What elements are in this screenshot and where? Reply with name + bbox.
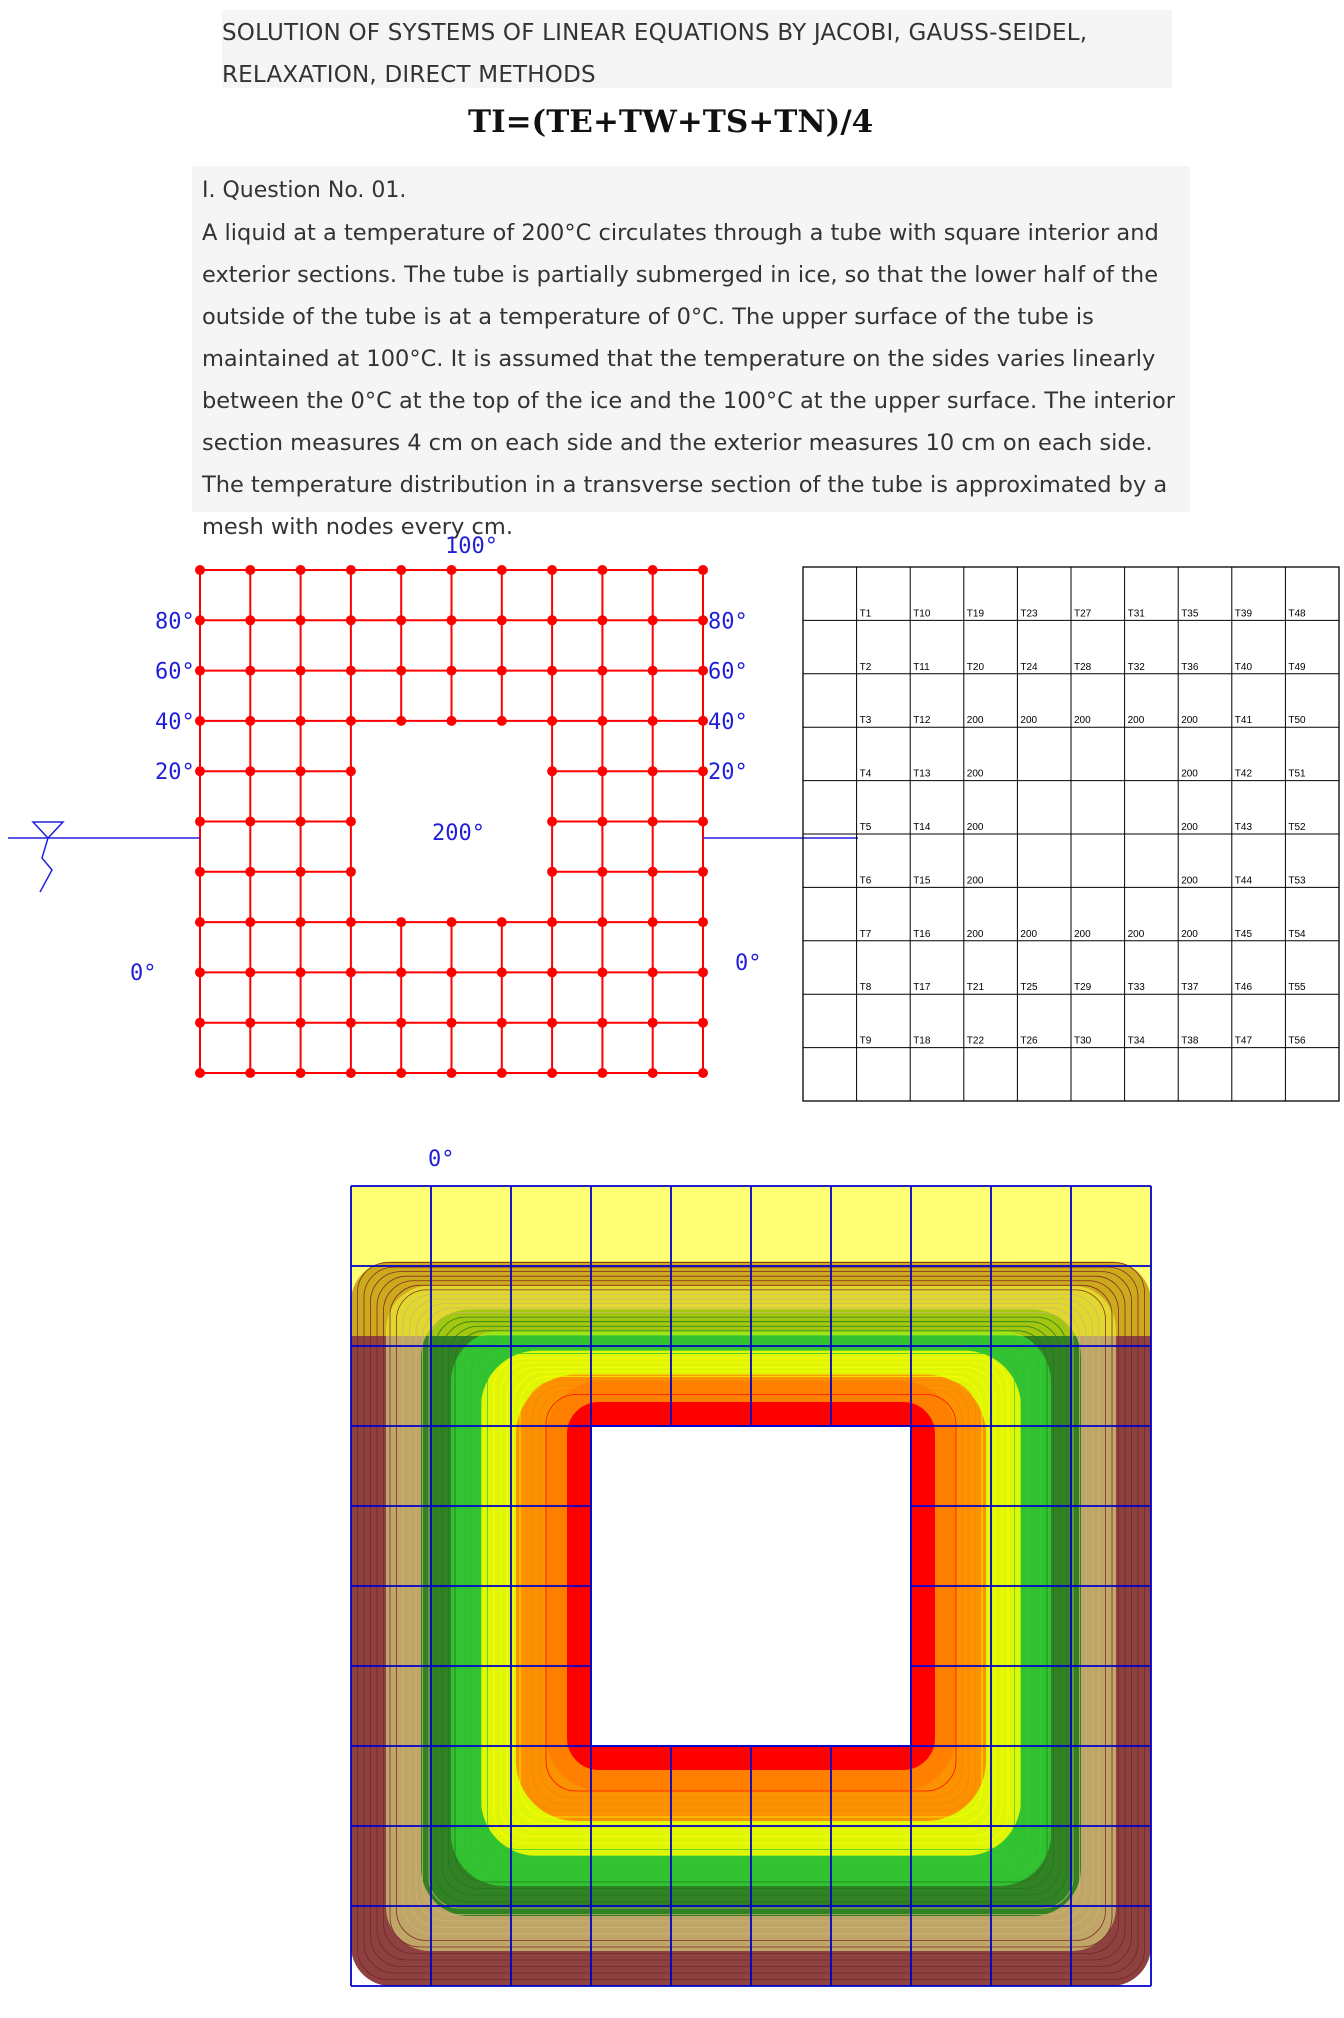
mesh-node	[296, 716, 306, 726]
table-cell: T5	[859, 822, 872, 833]
table-cell: 200	[966, 715, 984, 727]
mesh-node	[296, 817, 306, 827]
mesh-node	[245, 967, 255, 977]
mesh-node	[547, 817, 557, 827]
table-cell: T45	[1234, 928, 1253, 940]
mesh-node	[195, 1068, 205, 1078]
table-cell: T11	[913, 661, 930, 673]
table-cell: T53	[1288, 875, 1306, 887]
mesh-node	[396, 565, 406, 575]
left-boundary-label: 60°	[155, 659, 195, 685]
mesh-node	[245, 615, 255, 625]
table-cell: T15	[913, 875, 931, 887]
mesh-node	[195, 917, 205, 927]
right-boundary-label: 80°	[708, 609, 748, 635]
mesh-node	[497, 1018, 507, 1028]
table-cell: T16	[913, 928, 931, 940]
mesh-node	[648, 766, 658, 776]
table-cell: T54	[1288, 928, 1306, 940]
table-cell: T42	[1234, 768, 1253, 780]
mesh-node	[597, 817, 607, 827]
mesh-node	[396, 666, 406, 676]
mesh-node	[698, 766, 708, 776]
table-cell: 200	[1127, 715, 1145, 727]
mesh-node	[698, 817, 708, 827]
table-cell: T9	[859, 1035, 872, 1047]
node-table	[803, 567, 1339, 1101]
mesh-node	[497, 1068, 507, 1078]
left-boundary-label: 20°	[155, 760, 195, 786]
mesh-node	[547, 615, 557, 625]
mesh-node	[698, 716, 708, 726]
mesh-node	[346, 1018, 356, 1028]
mesh-node	[195, 565, 205, 575]
table-cell: T24	[1020, 661, 1038, 673]
mesh-node	[396, 1018, 406, 1028]
mesh-node	[296, 1068, 306, 1078]
table-cell: T7	[859, 928, 872, 940]
mesh-node	[698, 867, 708, 877]
mesh-node	[698, 967, 708, 977]
question-body: A liquid at a temperature of 200°C circulates through a tube with square interior and exterior sections. The tube is partially submerged in ice, so that the lower half of the outside of the tube is at a temperature of 0°C. The upper surface of the tube is maintained at 100°C. It is assumed that the temperature on the sides varies linearly between the 0°C at the top of the ice and the 100°C at the upper surface. The interior section measures 4 cm on each side and the exterior measures 10 cm on each side. The temperature distribution in a transverse section of the tube is approximated by a mesh with nodes every cm.	[202, 220, 1176, 540]
water-level-icon	[40, 838, 52, 892]
table-cell: T3	[859, 715, 872, 727]
mesh-node	[296, 867, 306, 877]
mesh-node	[698, 565, 708, 575]
table-cell: T34	[1127, 1035, 1145, 1047]
table-cell: T51	[1288, 768, 1306, 780]
top-boundary-label: 100°	[445, 534, 498, 559]
table-cell: T27	[1074, 608, 1092, 620]
table-cell: T33	[1127, 982, 1145, 994]
mesh-node	[195, 867, 205, 877]
mesh-node	[296, 967, 306, 977]
mesh-node	[346, 666, 356, 676]
mesh-node	[497, 666, 507, 676]
table-cell: T17	[913, 982, 931, 994]
mesh-node	[648, 1018, 658, 1028]
table-cell: 200	[1020, 715, 1038, 727]
mesh-node	[447, 615, 457, 625]
mesh-node	[597, 766, 607, 776]
boundary-mesh-figure	[8, 534, 858, 1172]
mesh-node	[245, 766, 255, 776]
mesh-node	[648, 615, 658, 625]
right-boundary-label: 20°	[708, 760, 748, 786]
mesh-node	[245, 867, 255, 877]
mesh-node	[296, 615, 306, 625]
table-cell: T50	[1288, 715, 1306, 727]
mesh-node	[597, 1068, 607, 1078]
mesh-node	[447, 1018, 457, 1028]
mesh-node	[547, 766, 557, 776]
table-cell: T28	[1074, 661, 1092, 673]
mesh-node	[245, 565, 255, 575]
mesh-node	[245, 917, 255, 927]
table-cell: T44	[1234, 875, 1253, 887]
table-cell: T49	[1288, 661, 1306, 673]
table-cell: T35	[1181, 608, 1199, 620]
table-cell: T48	[1288, 608, 1306, 620]
table-cell: T26	[1020, 1035, 1038, 1047]
mesh-node	[698, 1068, 708, 1078]
mesh-node	[547, 917, 557, 927]
mesh-node	[648, 716, 658, 726]
mesh-node	[648, 1068, 658, 1078]
mesh-node	[396, 716, 406, 726]
table-cell: 200	[1074, 715, 1091, 727]
mesh-node	[547, 1018, 557, 1028]
table-cell: 200	[1181, 822, 1198, 833]
mesh-node	[648, 666, 658, 676]
table-cell: 200	[966, 928, 984, 940]
table-cell: T18	[913, 1035, 931, 1047]
table-cell: T52	[1288, 822, 1306, 833]
mesh-node	[346, 967, 356, 977]
mesh-node	[195, 967, 205, 977]
mesh-node	[698, 1018, 708, 1028]
contour-plot	[351, 1186, 1151, 1986]
table-cell: T4	[859, 768, 872, 780]
mesh-node	[245, 666, 255, 676]
table-cell: T25	[1020, 982, 1038, 994]
mesh-node	[396, 967, 406, 977]
mesh-node	[648, 565, 658, 575]
mesh-node	[447, 917, 457, 927]
mesh-node	[547, 867, 557, 877]
page-title: SOLUTION OF SYSTEMS OF LINEAR EQUATIONS BY JACOBI, GAUSS-SEIDEL, RELAXATION, DIRECT METHODS	[222, 20, 1088, 88]
mesh-node	[296, 666, 306, 676]
table-cell: 200	[1181, 715, 1198, 727]
table-cell: T23	[1020, 608, 1038, 620]
mesh-node	[346, 917, 356, 927]
mesh-node	[346, 1068, 356, 1078]
mesh-node	[547, 666, 557, 676]
mesh-node	[597, 615, 607, 625]
mesh-node	[698, 666, 708, 676]
mesh-node	[547, 565, 557, 575]
mesh-node	[396, 917, 406, 927]
mesh-node	[396, 615, 406, 625]
table-cell: T1	[859, 608, 872, 620]
table-cell: T14	[913, 822, 931, 833]
mesh-node	[597, 917, 607, 927]
mesh-node	[296, 766, 306, 776]
mesh-node	[195, 615, 205, 625]
mesh-node	[497, 716, 507, 726]
mesh-node	[447, 1068, 457, 1078]
mesh-node	[497, 565, 507, 575]
table-cell: T43	[1234, 822, 1253, 833]
mesh-node	[195, 1018, 205, 1028]
mesh-node	[346, 867, 356, 877]
table-cell: T47	[1234, 1035, 1253, 1047]
question-heading: I. Question No. 01.	[202, 178, 407, 203]
table-cell: T55	[1288, 982, 1306, 994]
mesh-node	[648, 867, 658, 877]
mesh-node	[195, 666, 205, 676]
mesh-node	[648, 967, 658, 977]
mesh-node	[547, 1068, 557, 1078]
mesh-node	[296, 917, 306, 927]
table-cell: 200	[966, 822, 984, 833]
right-boundary-label: 60°	[708, 659, 748, 685]
table-cell: 200	[1181, 768, 1198, 780]
mesh-node	[698, 917, 708, 927]
mesh-node	[396, 1068, 406, 1078]
table-cell: T6	[859, 875, 872, 887]
right-ice-label: 0°	[735, 951, 762, 976]
left-boundary-label: 40°	[155, 709, 195, 735]
mesh-node	[447, 565, 457, 575]
mesh-node	[447, 716, 457, 726]
mesh-node	[195, 817, 205, 827]
table-cell: T37	[1181, 982, 1199, 994]
mesh-node	[648, 817, 658, 827]
mesh-node	[195, 766, 205, 776]
table-cell: T2	[859, 661, 872, 673]
mesh-node	[346, 817, 356, 827]
mesh-node	[245, 716, 255, 726]
mesh-node	[296, 565, 306, 575]
left-boundary-label: 80°	[155, 609, 195, 635]
left-ice-label: 0°	[130, 961, 157, 986]
table-cell: T21	[966, 982, 985, 994]
mesh-node	[597, 666, 607, 676]
table-cell: T29	[1074, 982, 1092, 994]
mesh-node	[195, 716, 205, 726]
mesh-node	[597, 1018, 607, 1028]
mesh-node	[447, 666, 457, 676]
table-cell: 200	[1181, 875, 1198, 887]
mesh-node	[497, 917, 507, 927]
mesh-node	[346, 565, 356, 575]
table-cell: T10	[913, 608, 931, 620]
table-cell: T19	[966, 608, 985, 620]
mesh-node	[597, 967, 607, 977]
mesh-node	[698, 615, 708, 625]
mesh-node	[497, 615, 507, 625]
table-cell: T56	[1288, 1035, 1306, 1047]
table-cell: 200	[966, 875, 984, 887]
table-cell: 200	[1127, 928, 1145, 940]
mesh-node	[245, 817, 255, 827]
table-cell: T40	[1234, 661, 1253, 673]
mesh-node	[296, 1018, 306, 1028]
mesh-node	[547, 716, 557, 726]
water-level-icon	[33, 822, 63, 838]
table-cell: T30	[1074, 1035, 1092, 1047]
table-cell: 200	[1074, 928, 1091, 940]
table-cell: T36	[1181, 661, 1199, 673]
table-cell: T31	[1127, 608, 1145, 620]
mesh-node	[597, 716, 607, 726]
table-cell: T13	[913, 768, 931, 780]
mesh-node	[597, 565, 607, 575]
table-cell: T20	[966, 661, 985, 673]
table-cell: T41	[1234, 715, 1253, 727]
mesh-node	[346, 615, 356, 625]
table-cell: T8	[859, 982, 872, 994]
mesh-node	[547, 967, 557, 977]
inner-boundary-label: 200°	[432, 821, 485, 846]
formula: TI=(TE+TW+TS+TN)/4	[468, 104, 874, 140]
table-cell: 200	[1181, 928, 1198, 940]
table-cell: T38	[1181, 1035, 1199, 1047]
table-cell: 200	[966, 768, 984, 780]
mesh-node	[648, 917, 658, 927]
table-cell: T22	[966, 1035, 985, 1047]
mesh-node	[346, 766, 356, 776]
inner-hole-mask	[592, 1427, 910, 1745]
table-cell: 200	[1020, 928, 1038, 940]
mesh-node	[597, 867, 607, 877]
table-cell: T32	[1127, 661, 1145, 673]
table-cell: T46	[1234, 982, 1253, 994]
mesh-node	[497, 967, 507, 977]
mesh-node	[245, 1068, 255, 1078]
right-boundary-label: 40°	[708, 709, 748, 735]
table-cell: T12	[913, 715, 931, 727]
table-cell: T39	[1234, 608, 1253, 620]
mesh-node	[245, 1018, 255, 1028]
mesh-node	[447, 967, 457, 977]
mesh-node	[346, 716, 356, 726]
bottom-boundary-label: 0°	[428, 1147, 455, 1172]
